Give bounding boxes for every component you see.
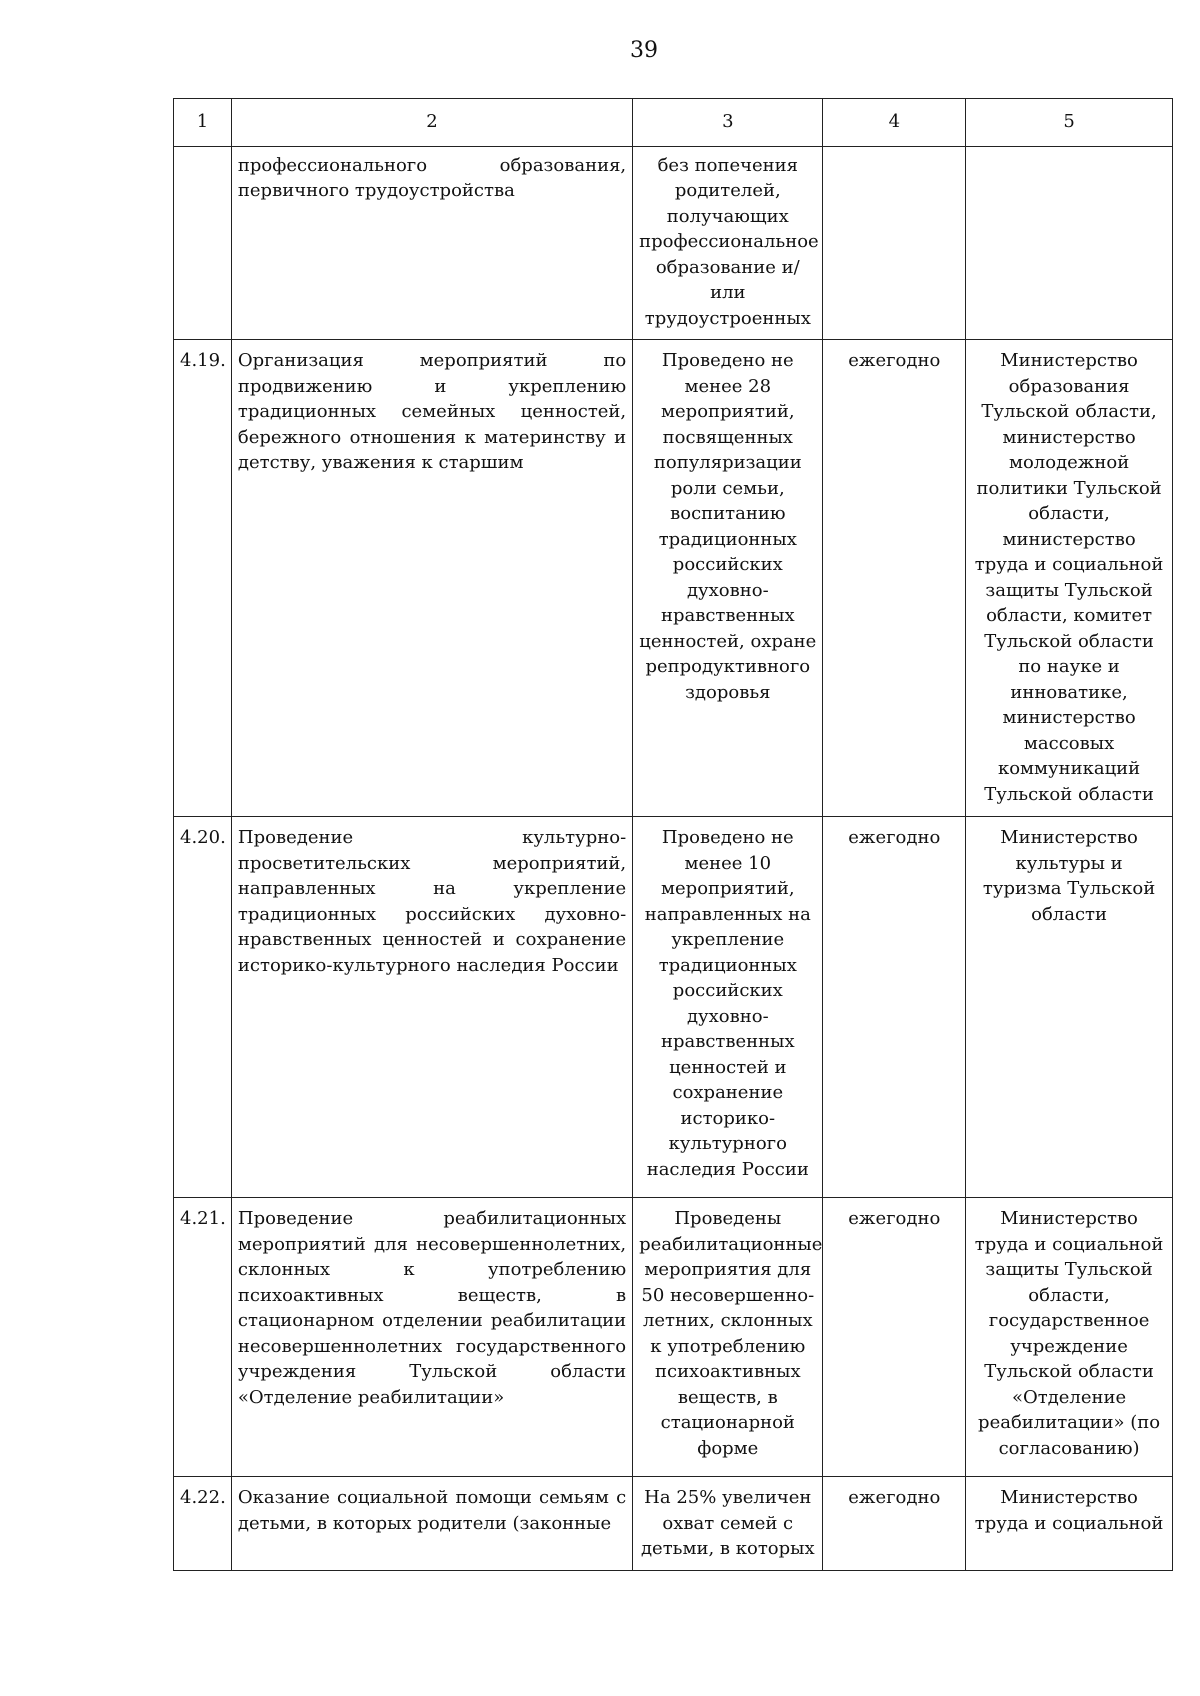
cell-line: здоровья xyxy=(685,681,771,703)
cell-line: Тульской области xyxy=(984,783,1154,805)
header-col-2: 2 xyxy=(231,99,632,147)
cell-line: области xyxy=(1031,903,1108,925)
deadline: ежегодно xyxy=(823,817,966,1198)
cell-line: защиты Тульской xyxy=(985,579,1153,601)
cell-line: наследия России xyxy=(646,1158,809,1180)
cell-line: области, xyxy=(1028,1284,1110,1306)
cell-line: роли семьи, xyxy=(670,477,785,499)
cell-line: образование и/или xyxy=(655,256,800,303)
responsible-executor xyxy=(966,340,1173,817)
cell-line: «Отделение xyxy=(1011,1386,1127,1408)
measure-description: профессионального образования, первичного трудоустройства xyxy=(231,146,632,340)
cell-line: духовно- xyxy=(686,1005,769,1027)
deadline: ежегодно xyxy=(823,1477,966,1571)
table-row xyxy=(174,817,1173,1198)
cell-line: летних, склонных xyxy=(642,1310,813,1331)
measure-description: Проведение культурно-просветительских мероприятий, направленных на укрепление традиционных российских духовно-нравственных ценностей и сохранение историко-культурного наследия России xyxy=(231,817,632,1198)
cell-line: труда и социальной xyxy=(974,1233,1164,1255)
expected-result xyxy=(633,1198,823,1477)
header-col-3: 3 xyxy=(633,99,823,147)
cell-line: направленных на xyxy=(644,903,811,925)
measures-table xyxy=(173,98,1173,1571)
expected-result xyxy=(633,146,823,340)
expected-result xyxy=(633,1477,823,1571)
cell-line: духовно- xyxy=(686,579,769,601)
cell-line: труда и социальной xyxy=(974,554,1164,575)
cell-line: сохранение xyxy=(672,1082,784,1103)
cell-line: по науке и xyxy=(1018,656,1120,677)
cell-line: историко- xyxy=(680,1107,776,1129)
responsible-executor xyxy=(966,817,1173,1198)
measure-description: Проведение реабилитационных мероприятий для несовершеннолетних, склонных к употреблению психоактивных веществ, в стационарном отделении реабилитации несовершеннолетних государственного учреждения Тульской области «Отделение реабилитации» xyxy=(231,1198,632,1477)
cell-line: защиты Тульской xyxy=(985,1259,1153,1280)
cell-line: 50 несовершенно- xyxy=(641,1284,815,1306)
cell-line: ценностей, охране xyxy=(639,630,817,652)
cell-line: министерство xyxy=(1002,426,1136,448)
cell-line: министерство xyxy=(1002,528,1136,550)
cell-line: труда и социальной xyxy=(974,1512,1164,1534)
cell-line: Министерство xyxy=(1000,1487,1138,1508)
cell-line: репродуктивного xyxy=(645,656,811,677)
cell-line: области, xyxy=(1028,503,1110,524)
cell-line: без попечения xyxy=(657,154,798,176)
cell-line: мероприятия для xyxy=(644,1259,812,1280)
cell-line: Тульской области xyxy=(984,1361,1154,1382)
cell-line: российских xyxy=(672,980,783,1001)
cell-line: мероприятий, xyxy=(661,401,795,422)
cell-line: трудоустроенных xyxy=(644,307,811,329)
cell-line: коммуникаций xyxy=(997,758,1141,779)
cell-line: Тульской области, xyxy=(981,401,1157,422)
header-row xyxy=(174,99,1173,147)
cell-line: традиционных xyxy=(658,528,797,550)
deadline: ежегодно xyxy=(823,340,966,817)
header-col-1: 1 xyxy=(174,99,232,147)
cell-line: государственное xyxy=(988,1310,1150,1331)
header-col-5: 5 xyxy=(966,99,1173,147)
page-number: 39 xyxy=(630,38,658,63)
cell-line: российских xyxy=(672,554,783,575)
cell-line: Министерство xyxy=(1000,350,1138,371)
deadline xyxy=(823,146,966,340)
table-row xyxy=(174,146,1173,340)
expected-result xyxy=(633,340,823,817)
measure-description: Оказание социальной помощи семьям с детьми, в которых родители (законные xyxy=(231,1477,632,1571)
cell-line: образования xyxy=(1008,375,1130,397)
cell-line: укрепление xyxy=(671,929,785,950)
cell-line: мероприятий, xyxy=(661,878,795,899)
responsible-executor xyxy=(966,146,1173,340)
cell-line: традиционных xyxy=(658,954,797,976)
cell-line: веществ, в xyxy=(677,1386,778,1408)
cell-line: согласованию) xyxy=(998,1437,1140,1459)
cell-line: культурного xyxy=(668,1133,787,1154)
row-number xyxy=(174,146,232,340)
cell-line: нравственных xyxy=(660,1031,795,1052)
cell-line: ценностей и xyxy=(669,1056,787,1078)
cell-line: посвященных xyxy=(662,426,793,448)
cell-line: На 25% увеличен xyxy=(644,1487,812,1508)
cell-line: детьми, в которых xyxy=(640,1538,815,1559)
responsible-executor xyxy=(966,1198,1173,1477)
table-row xyxy=(174,1198,1173,1477)
table-row xyxy=(174,340,1173,817)
cell-line: родителей, xyxy=(674,180,781,201)
cell-line: получающих xyxy=(666,205,789,227)
expected-result xyxy=(633,817,823,1198)
cell-line: области, комитет xyxy=(986,605,1153,626)
cell-line: Министерство xyxy=(1000,1208,1138,1229)
cell-line: туризма Тульской xyxy=(982,878,1156,899)
cell-line: министерство xyxy=(1002,707,1136,728)
cell-line: Проведены xyxy=(674,1208,782,1229)
row-number: 4.19. xyxy=(174,340,232,817)
cell-line: охват семей с xyxy=(662,1512,794,1534)
cell-line: политики Тульской xyxy=(976,477,1162,499)
row-number: 4.21. xyxy=(174,1198,232,1477)
header-col-4: 4 xyxy=(823,99,966,147)
row-number: 4.22. xyxy=(174,1477,232,1571)
deadline: ежегодно xyxy=(823,1198,966,1477)
cell-line: инноватике, xyxy=(1010,681,1128,703)
cell-line: учреждение xyxy=(1010,1335,1128,1357)
cell-line: культуры и xyxy=(1015,852,1123,874)
row-number: 4.20. xyxy=(174,817,232,1198)
cell-line: профессиональное xyxy=(639,231,819,252)
cell-line: Тульской области xyxy=(984,630,1154,652)
cell-line: воспитанию xyxy=(670,503,786,524)
cell-line: Проведено не xyxy=(661,350,794,371)
cell-line: менее 28 xyxy=(684,375,772,397)
cell-line: психоактивных xyxy=(654,1361,801,1382)
cell-line: стационарной xyxy=(660,1412,795,1433)
cell-line: Министерство xyxy=(1000,827,1138,848)
cell-line: нравственных xyxy=(660,605,795,626)
measure-description: Организация мероприятий по продвижению и укреплению традиционных семейных ценностей, бережного отношения к материнству и детству, уважения к старшим xyxy=(231,340,632,817)
cell-line: массовых xyxy=(1023,732,1115,754)
cell-line: к употреблению xyxy=(650,1335,806,1357)
cell-line: реабилитационные xyxy=(639,1233,823,1255)
cell-line: менее 10 xyxy=(684,852,772,874)
responsible-executor xyxy=(966,1477,1173,1571)
cell-line: форме xyxy=(697,1437,759,1459)
table-row xyxy=(174,1477,1173,1571)
cell-line: Проведено не xyxy=(661,827,794,848)
cell-line: реабилитации» (по xyxy=(978,1412,1161,1433)
cell-line: молодежной xyxy=(1008,452,1130,473)
cell-line: популяризации xyxy=(653,452,802,473)
